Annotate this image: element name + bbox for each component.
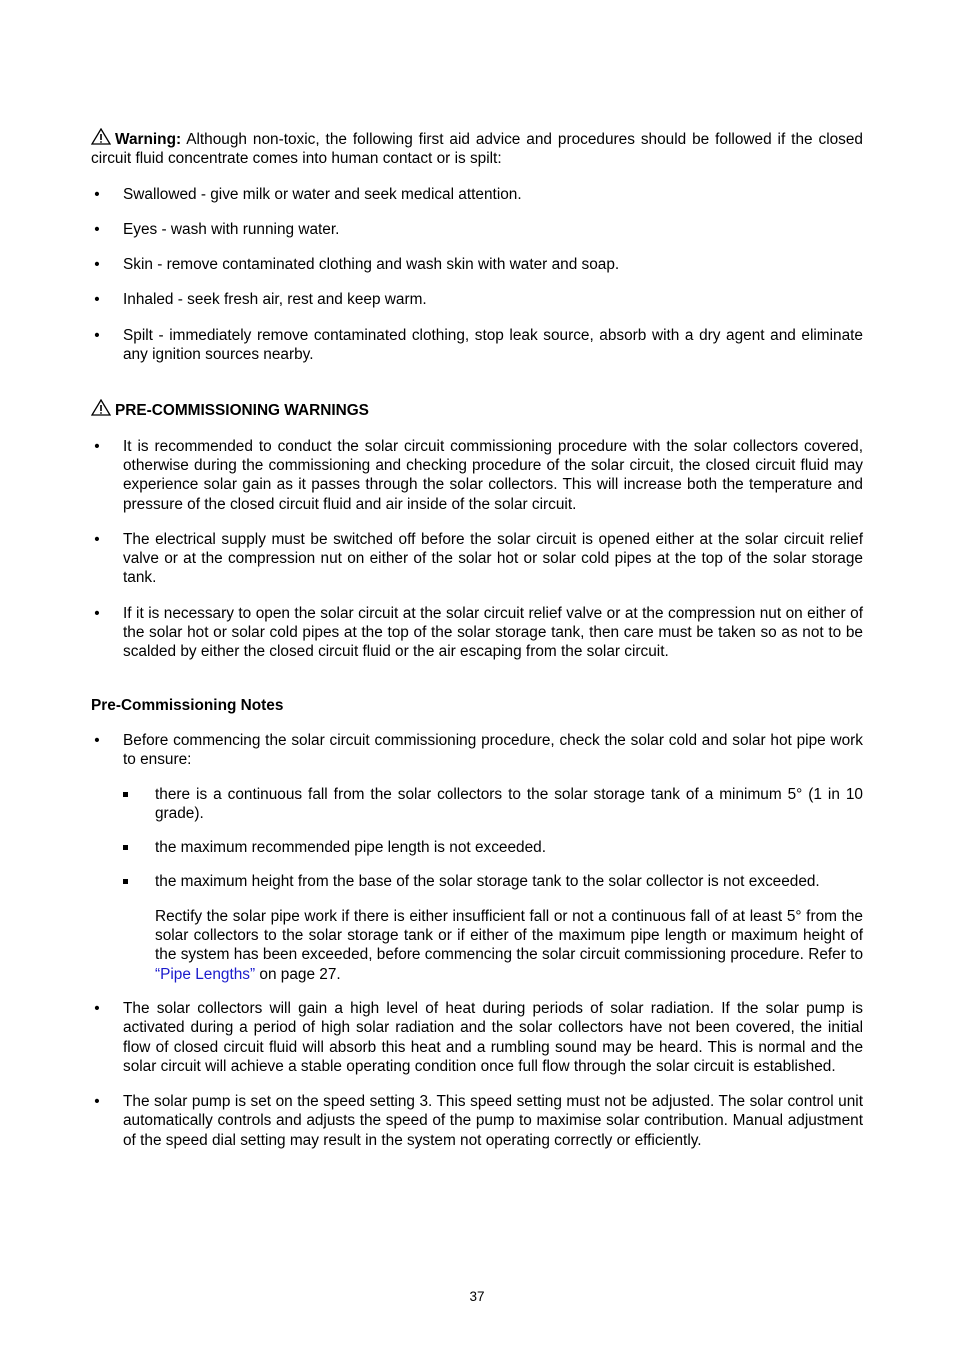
list-item: [91, 290, 863, 309]
list-item: [91, 220, 863, 239]
warning-item-switch-off: The electrical supply must be switched off before the solar circuit is opened either at the solar circuit relief valve or at the compression nut on either of the solar hot or solar cold pipes at the top of the solar storage tank.: [123, 530, 863, 587]
bullet-glyph: •: [94, 437, 100, 455]
note-item-heat-gain: The solar collectors will gain a high level of heat during periods of solar radiation. If the solar pump is activated during a period of high solar radiation and the solar collectors have not been covered, the initial flow of closed circuit fluid will absorb this heat and a rumbling sound may be heard. This is normal and the solar circuit will achieve a stable operating condition once full flow through the solar circuit is established.: [123, 999, 863, 1075]
bullet-glyph: •: [94, 256, 100, 274]
warning-item-scald: If it is necessary to open the solar circuit at the solar circuit relief valve or at the compression nut on either of the solar hot or solar cold pipes at the top of the solar storage tank, then care must be taken so as not to be scalded by either the closed circuit fluid or the air escaping from the solar circuit.: [123, 604, 863, 661]
square-bullet-icon: [123, 792, 128, 797]
note-item-check-pipework: Before commencing the solar circuit commissioning procedure, check the solar cold and solar hot pipe work to ensure:: [123, 731, 863, 769]
page-number: 37: [469, 1289, 485, 1304]
list-item: [91, 255, 863, 274]
page-body: [91, 128, 863, 1150]
list-item: [91, 326, 863, 365]
sub-item-length: the maximum recommended pipe length is not exceeded.: [155, 839, 546, 857]
sub-list-item: [91, 785, 863, 824]
first-aid-eyes: Eyes - wash with running water.: [123, 220, 340, 238]
notes-heading: Pre-Commissioning Notes: [91, 696, 284, 714]
bullet-glyph: •: [94, 326, 100, 344]
first-aid-inhaled: Inhaled - seek fresh air, rest and keep warm.: [123, 291, 427, 309]
list-item: [91, 731, 863, 770]
bullet-glyph: •: [94, 1093, 100, 1111]
warning-text: Although non-toxic, the following first aid advice and procedures should be followed if the closed circuit fluid concentrate comes into human contact or is spilt:: [91, 131, 863, 168]
list-item: [91, 999, 863, 1076]
note-item-pump-speed: The solar pump is set on the speed setting 3. This speed setting must not be adjusted. The solar control unit automatically controls and adjusts the speed of the pump to maximise solar contribution. Manual adjustment of the speed dial setting may result in the system not operating correctly or efficiently.: [123, 1093, 863, 1149]
rectify-tail: on page 27.: [259, 965, 341, 983]
bullet-glyph: •: [94, 185, 100, 203]
square-bullet-icon: [123, 845, 128, 850]
list-item: [91, 1092, 863, 1150]
pipe-lengths-link[interactable]: “Pipe Lengths”: [155, 965, 256, 983]
sub-list-item: [91, 838, 863, 857]
list-item: [91, 530, 863, 588]
rectify-paragraph: [91, 907, 863, 984]
warning-icon: [91, 399, 111, 416]
bullet-glyph: •: [94, 731, 100, 749]
rectify-text: Rectify the solar pipe work if there is either insufficient fall or not a continuous fall of at least 5° from the solar collectors to the solar storage tank or if either of the maximum pipe length or maximum height of the system has been exceeded, before commencing the solar circuit commissioning procedure. Refer to: [155, 907, 863, 964]
first-aid-spilt: Spilt - immediately remove contaminated clothing, stop leak source, absorb with a dry agent and eliminate any ignition sources nearby.: [123, 326, 863, 364]
bullet-glyph: •: [94, 291, 100, 309]
list-item: [91, 437, 863, 514]
warning-label: Warning:: [115, 131, 182, 148]
warning-item-cover-collectors: It is recommended to conduct the solar circuit commissioning procedure with the solar collectors covered, otherwise during the commissioning and checking procedure of the solar circuit, the closed circuit fluid may experience solar gain as it passes through the solar collectors. This will increase both the temperature and pressure of the closed circuit fluid and air inside of the solar circuit.: [123, 437, 863, 513]
first-aid-swallowed: Swallowed - give milk or water and seek medical attention.: [123, 185, 522, 203]
bullet-glyph: •: [94, 530, 100, 548]
bullet-glyph: •: [94, 999, 100, 1017]
bullet-glyph: •: [94, 220, 100, 238]
list-item: [91, 604, 863, 662]
warning-paragraph: [91, 128, 863, 169]
warning-icon: [91, 128, 111, 145]
first-aid-skin: Skin - remove contaminated clothing and wash skin with water and soap.: [123, 256, 620, 274]
square-bullet-icon: [123, 879, 128, 884]
sub-item-height: the maximum height from the base of the solar storage tank to the solar collector is not exceeded.: [155, 873, 820, 891]
heading-text: PRE-COMMISSIONING WARNINGS: [115, 402, 369, 420]
precommissioning-warnings-heading: [91, 399, 863, 420]
sub-list-item: [91, 872, 863, 891]
sub-item-fall: there is a continuous fall from the solar collectors to the solar storage tank of a minimum 5° (1 in 10 grade).: [155, 785, 863, 822]
bullet-glyph: •: [94, 604, 100, 622]
list-item: [91, 185, 863, 204]
